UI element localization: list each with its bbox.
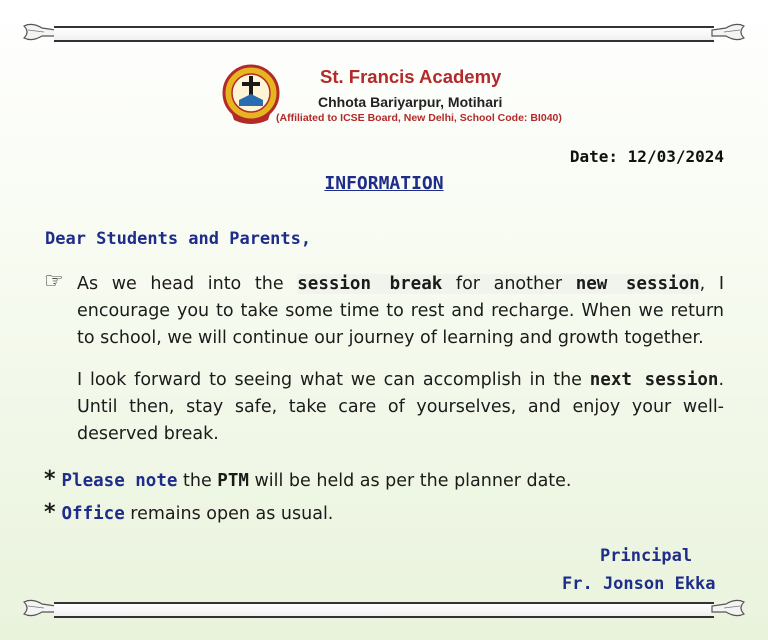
school-crest-logo bbox=[222, 64, 280, 126]
salutation: Dear Students and Parents, bbox=[45, 229, 312, 249]
para1-bold-session-break: session break bbox=[297, 274, 443, 294]
notice-heading: INFORMATION bbox=[324, 173, 444, 194]
bottom-scroll-border bbox=[22, 598, 746, 620]
scroll-end-right-icon bbox=[710, 598, 746, 618]
paragraph-next-session bbox=[77, 367, 724, 448]
scroll-end-right-icon bbox=[710, 22, 746, 42]
para1-text-1: As we head into the bbox=[77, 274, 298, 294]
note-office-lead: Office bbox=[61, 504, 125, 524]
signature-name: Fr. Jonson Ekka bbox=[562, 574, 716, 594]
note-bullet-star: * bbox=[44, 467, 56, 492]
para2-bold-next-session: next session bbox=[589, 370, 719, 390]
note-ptm bbox=[44, 468, 572, 493]
school-address: Chhota Bariyarpur, Motihari bbox=[318, 94, 503, 110]
para1-text-2: for another bbox=[442, 274, 576, 294]
para2-text-1: I look forward to seeing what we can accomplish in the bbox=[77, 370, 590, 390]
top-scroll-border bbox=[22, 22, 746, 44]
para1-bold-new-session: new session bbox=[575, 274, 700, 294]
note-ptm-text-2: will be held as per the planner date. bbox=[248, 471, 572, 491]
notice-date: Date: 12/03/2024 bbox=[569, 147, 724, 166]
note-bullet-star: * bbox=[44, 500, 56, 525]
signature-title: Principal bbox=[600, 546, 693, 566]
scroll-end-left-icon bbox=[22, 598, 58, 618]
note-ptm-lead: Please note bbox=[61, 471, 178, 491]
pointing-hand-icon: ☞ bbox=[44, 268, 64, 293]
para1-text-3: , I encourage you to take some time to rest and recharge. When we return to school, we will continue our journey of learning and growth together. bbox=[77, 274, 725, 348]
school-affiliation: (Affiliated to ICSE Board, New Delhi, School Code: BI040) bbox=[276, 112, 562, 124]
note-office-text: remains open as usual. bbox=[124, 504, 334, 524]
scroll-end-left-icon bbox=[22, 22, 58, 42]
note-ptm-text-1: the bbox=[177, 471, 218, 491]
school-name: St. Francis Academy bbox=[320, 66, 502, 87]
para2-text-2: . Until then, stay safe, take care of yourselves, and enjoy your well-deserved break. bbox=[77, 370, 725, 444]
note-ptm-bold: PTM bbox=[217, 471, 249, 491]
paragraph-session-break bbox=[77, 271, 724, 352]
note-office bbox=[44, 501, 333, 526]
